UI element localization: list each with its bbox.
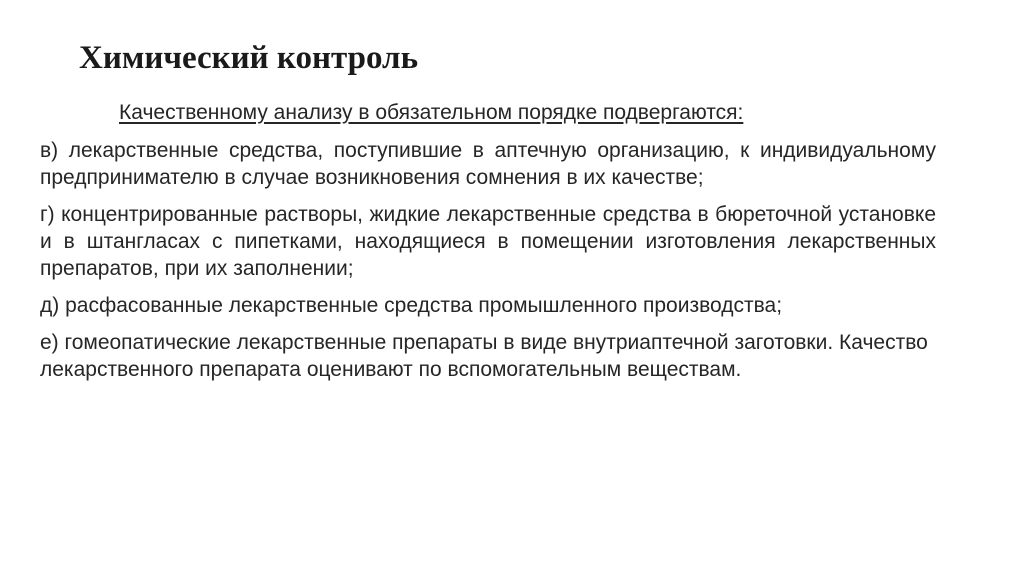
intro-paragraph: Качественному анализу в обязательном порядке подвергаются: <box>119 101 744 124</box>
list-item-e: е) гомеопатические лекарственные препараты в виде внутриаптечной заготовки. Качество лекарственного препарата оценивают по вспомогательным веществам. <box>40 331 928 381</box>
slide-title: Химический контроль <box>79 40 419 76</box>
list-item-d: д) расфасованные лекарственные средства промышленного производства; <box>40 294 783 317</box>
slide-body <box>40 99 936 393</box>
list-item-v: в) лекарственные средства, поступившие в аптечную организацию, к индивидуальному предпринимателю в случае возникновения сомнения в их качестве; <box>40 139 936 189</box>
list-item-g: г) концентрированные растворы, жидкие лекарственные средства в бюреточной установке и в штангласах с пипетками, находящиеся в помещении изготовления лекарственных препаратов, при их заполнении; <box>40 203 936 280</box>
